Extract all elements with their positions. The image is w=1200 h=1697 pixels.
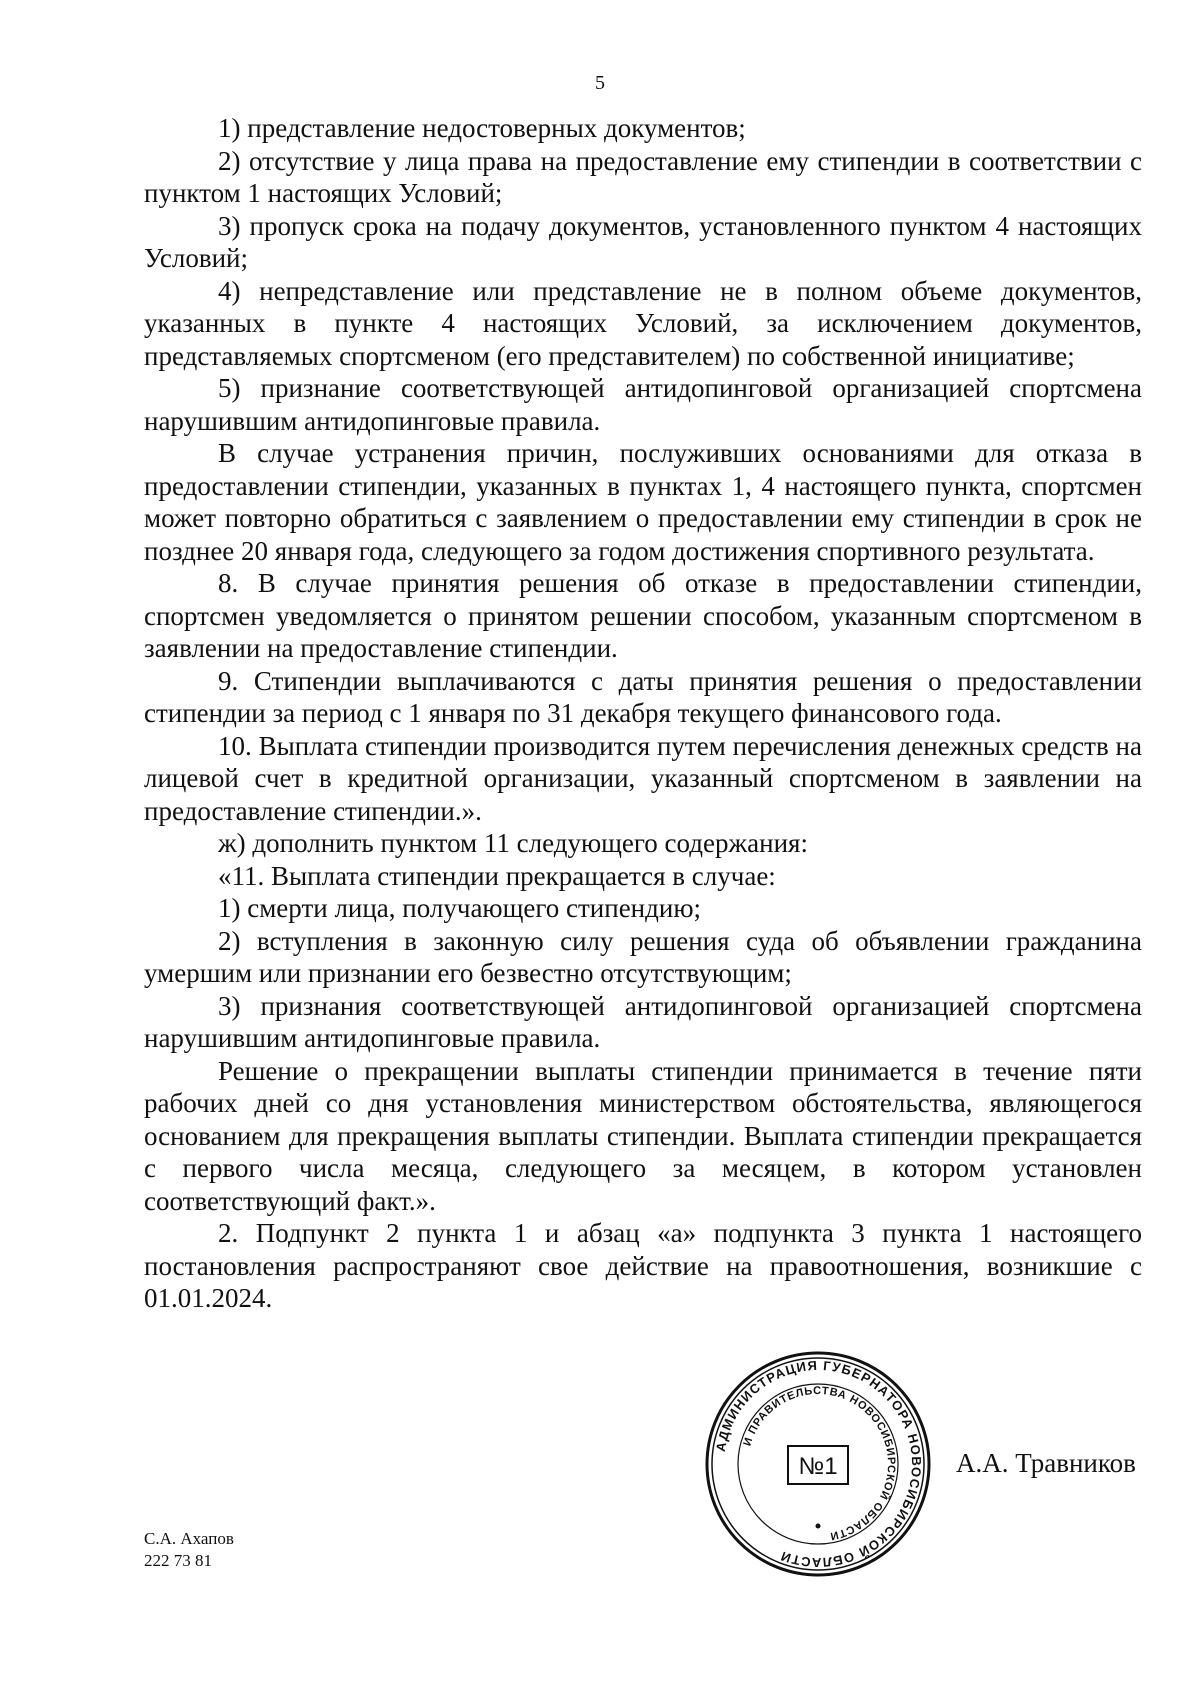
paragraph: 8. В случае принятия решения об отказе в предоставлении стипендии, спортсмен уведомляется о принятом решении способом, указанным спортсменом в заявлении на предоставление стипендии. bbox=[144, 568, 1142, 663]
paragraph: 1) смерти лица, получающего стипендию; bbox=[218, 893, 701, 923]
document-body bbox=[144, 112, 1142, 1315]
paragraph: 1) представление недостоверных документов; bbox=[218, 113, 746, 143]
paragraph: В случае устранения причин, послуживших основаниями для отказа в предоставлении стипендии, указанных в пунктах 1, 4 настоящего пункта, спортсмен может повторно обратиться с заявлением о предоставлении ему стипендии в срок не позднее 20 января года, следующего за годом достижения спортивного результата. bbox=[144, 438, 1142, 566]
seal-center-text: №1 bbox=[798, 1453, 838, 1480]
paragraph: 2) вступления в законную силу решения суда об объявлении гражданина умершим или признании его безвестно отсутствующим; bbox=[144, 925, 1142, 988]
executor-block bbox=[144, 1528, 234, 1572]
executor-name: С.А. Ахапов bbox=[144, 1529, 234, 1548]
seal-inner-text: И ПРАВИТЕЛЬСТВА НОВОСИБИРСКОЙ ОБЛАСТИ bbox=[741, 1384, 898, 1543]
paragraph: 5) признание соответствующей антидопинговой организацией спортсмена нарушившим антидопинговые правила. bbox=[144, 373, 1142, 436]
signatory-name: А.А. Травников bbox=[956, 1448, 1136, 1478]
paragraph: ж) дополнить пунктом 11 следующего содержания: bbox=[218, 828, 808, 858]
paragraph: 3) признания соответствующей антидопинговой организацией спортсмена нарушившим антидопинговые правила. bbox=[144, 990, 1142, 1053]
paragraph: 10. Выплата стипендии производится путем перечисления денежных средств на лицевой счет в кредитной организации, указанный спортсменом в заявлении на предоставление стипендии.». bbox=[144, 730, 1142, 826]
executor-phone: 222 73 81 bbox=[144, 1551, 212, 1570]
official-seal bbox=[704, 1350, 932, 1578]
seal-outer-text: АДМИНИСТРАЦИЯ ГУБЕРНАТОРА НОВОСИБИРСКОЙ ОБЛАСТИ bbox=[712, 1357, 925, 1571]
paragraph: «11. Выплата стипендии прекращается в случае: bbox=[218, 860, 776, 891]
paragraph: 3) пропуск срока на подачу документов, установленного пунктом 4 настоящих Условий; bbox=[144, 210, 1142, 273]
paragraph: Решение о прекращении выплаты стипендии принимается в течение пяти рабочих дней со дня установления министерством обстоятельства, являющегося основанием для прекращения выплаты стипендии. Выплата стипендии прекращается с первого числа месяца, следующего за месяцем, в котором установлен соответствующий факт.». bbox=[144, 1055, 1142, 1216]
paragraph: 4) непредставление или представление не в полном объеме документов, указанных в пункте 4 настоящих Условий, за исключением документов, представляемых спортсменом (его представителем) по собственной инициативе; bbox=[144, 275, 1142, 371]
paragraph: 9. Стипендии выплачиваются с даты принятия решения о предоставлении стипендии за период с 1 января по 31 декабря текущего финансового года. bbox=[144, 665, 1142, 728]
page-number: 5 bbox=[595, 72, 605, 94]
paragraph: 2. Подпункт 2 пункта 1 и абзац «а» подпункта 3 пункта 1 настоящего постановления распространяют свое действие на правоотношения, возникшие с 01.01.2024. bbox=[144, 1218, 1142, 1313]
paragraph: 2) отсутствие у лица права на предоставление ему стипендии в соответствии с пунктом 1 настоящих Условий; bbox=[144, 145, 1142, 208]
seal-star-icon bbox=[816, 1524, 821, 1529]
